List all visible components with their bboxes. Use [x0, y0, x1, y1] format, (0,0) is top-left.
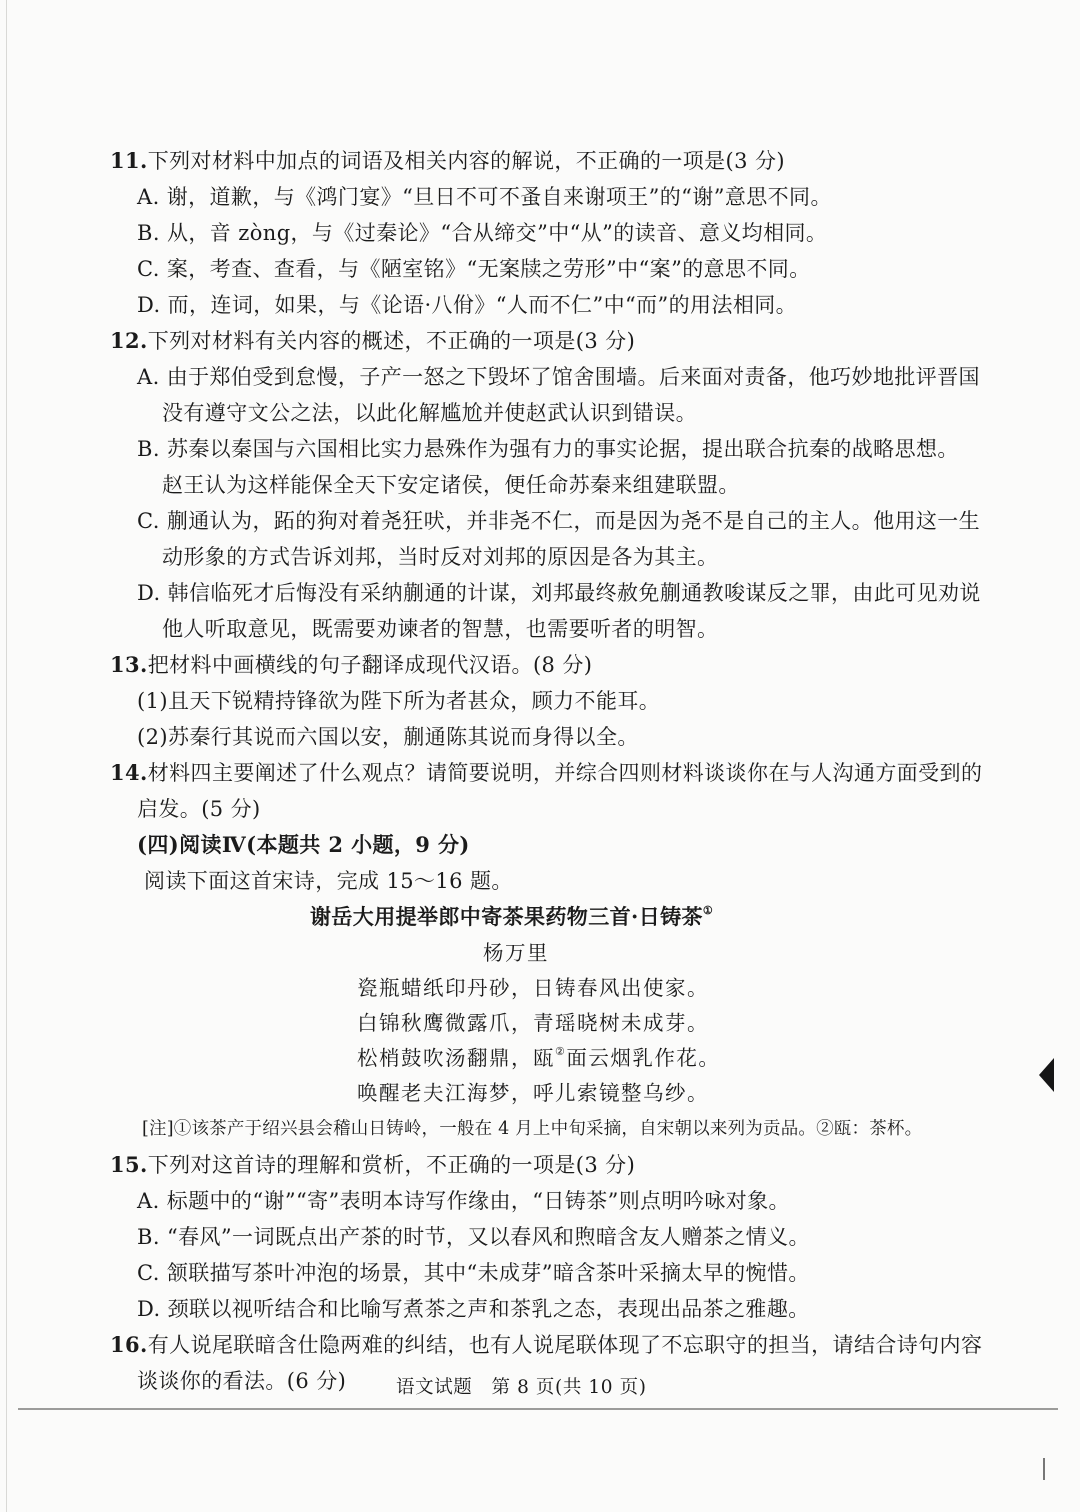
question-stem: 下列对材料中加点的词语及相关内容的解说，不正确的一项是(3 分)	[147, 149, 785, 173]
poem-line-3	[357, 1044, 720, 1072]
question-stem: 下列对材料有关内容的概述，不正确的一项是(3 分)	[147, 329, 636, 353]
poem-line-1: 瓷瓶蜡纸印丹砂，日铸春风出使家。	[357, 976, 709, 1000]
question-number: 16.	[110, 1332, 148, 1357]
question-14	[110, 759, 982, 787]
question-13	[110, 651, 592, 679]
question-16	[110, 1331, 982, 1359]
q12-option-c-line2: 动形象的方式告诉刘邦，当时反对刘邦的原因是各为其主。	[162, 545, 719, 569]
q12-option-a-line1: A. 由于郑伯受到怠慢，子产一怒之下毁坏了馆舍围墙。后来面对责备，他巧妙地批评晋国	[137, 365, 980, 389]
question-number: 12.	[110, 328, 148, 353]
question-number: 13.	[110, 652, 148, 677]
q15-option-b: B. “春风”一词既点出产茶的时节，又以春风和煦暗含友人赠茶之情义。	[137, 1225, 810, 1249]
question-stem: 下列对这首诗的理解和赏析，不正确的一项是(3 分)	[147, 1153, 636, 1177]
question-stem: 材料四主要阐述了什么观点？请简要说明，并综合四则材料谈谈你在与人沟通方面受到的	[147, 761, 983, 785]
q11-option-b: B. 从，音 zòng，与《过秦论》“合从缔交”中“从”的读音、意义均相同。	[137, 221, 828, 245]
q15-option-c: C. 颔联描写茶叶冲泡的场景，其中“未成芽”暗含茶叶采摘太早的惋惜。	[137, 1261, 810, 1285]
section-intro: 阅读下面这首宋诗，完成 15～16 题。	[144, 869, 513, 893]
question-15	[110, 1151, 635, 1179]
scan-tick-mark	[1043, 1458, 1045, 1480]
poem-footnote: [注]①该茶产于绍兴县会稽山日铸岭，一般在 4 月上中旬采摘，自宋朝以来列为贡品。②瓯：茶杯。	[142, 1119, 923, 1139]
q12-option-c-line1: C. 蒯通认为，跖的狗对着尧狂吠，并非尧不仁，而是因为尧不是自己的主人。他用这一生	[137, 509, 981, 533]
q13-item-2: (2)苏秦行其说而六国以安，蒯通陈其说而身得以全。	[137, 725, 639, 749]
question-stem: 有人说尾联暗含仕隐两难的纠结，也有人说尾联体现了不忘职守的担当，请结合诗句内容	[147, 1333, 983, 1357]
q15-option-a: A. 标题中的“谢”“寄”表明本诗写作缘由，“日铸茶”则点明吟咏对象。	[137, 1189, 790, 1213]
q16-stem-line2: 谈谈你的看法。(6 分)	[137, 1369, 347, 1393]
question-number: 11.	[110, 148, 148, 173]
q12-option-d-line1: D. 韩信临死才后悔没有采纳蒯通的计谋，刘邦最终赦免蒯通教唆谋反之罪，由此可见劝说	[137, 581, 981, 605]
q12-option-b-line1: B. 苏秦以秦国与六国相比实力悬殊作为强有力的事实论据，提出联合抗秦的战略思想。	[137, 437, 959, 461]
q12-option-b-line2: 赵王认为这样能保全天下安定诸侯，便任命苏秦来组建联盟。	[162, 473, 740, 497]
question-number: 14.	[110, 760, 148, 785]
question-number: 15.	[110, 1152, 148, 1177]
scan-edge-line	[6, 0, 7, 1512]
poem-line-3-part1: 松梢鼓吹汤翻鼎，瓯	[357, 1046, 555, 1070]
q12-option-a-line2: 没有遵守文公之法，以此化解尴尬并使赵武认识到错误。	[162, 401, 697, 425]
section-heading: (四)阅读Ⅳ(本题共 2 小题，9 分)	[137, 832, 470, 857]
footnote-marker: ①	[702, 904, 714, 917]
bottom-rule	[18, 1408, 1058, 1410]
q11-option-c: C. 案，考查、查看，与《陋室铭》“无案牍之劳形”中“案”的意思不同。	[137, 257, 811, 281]
page-footer: 语文试题 第 8 页(共 10 页)	[396, 1377, 647, 1398]
poem-author: 杨万里	[483, 941, 549, 965]
poem-line-4: 唤醒老夫江海梦，呼儿索镜整乌纱。	[357, 1081, 709, 1105]
poem-line-3-part2: 面云烟乳作花。	[566, 1046, 721, 1070]
q14-stem-line2: 启发。(5 分)	[137, 797, 261, 821]
page-edge-triangle-mark	[1039, 1058, 1054, 1092]
q11-option-a: A. 谢，道歉，与《鸿门宴》“旦日不可不蚤自来谢项王”的“谢”意思不同。	[137, 185, 832, 209]
q11-option-d: D. 而，连词，如果，与《论语·八佾》“人而不仁”中“而”的用法相同。	[137, 293, 798, 317]
footnote-marker: ②	[555, 1045, 567, 1059]
q13-item-1: (1)且天下锐精持锋欲为陛下所为者甚众，顾力不能耳。	[137, 689, 661, 713]
question-stem: 把材料中画横线的句子翻译成现代汉语。(8 分)	[147, 653, 593, 677]
poem-title	[310, 903, 713, 931]
poem-line-2: 白锦秋鹰微露爪，青瑶晓树未成芽。	[357, 1011, 709, 1035]
poem-title-text: 谢岳大用提举郎中寄茶果药物三首·日铸茶	[310, 904, 703, 929]
q12-option-d-line2: 他人听取意见，既需要劝谏者的智慧，也需要听者的明智。	[162, 617, 719, 641]
q15-option-d: D. 颈联以视听结合和比喻写煮茶之声和茶乳之态，表现出品茶之雅趣。	[137, 1297, 810, 1321]
question-11	[110, 147, 785, 175]
question-12	[110, 327, 635, 355]
